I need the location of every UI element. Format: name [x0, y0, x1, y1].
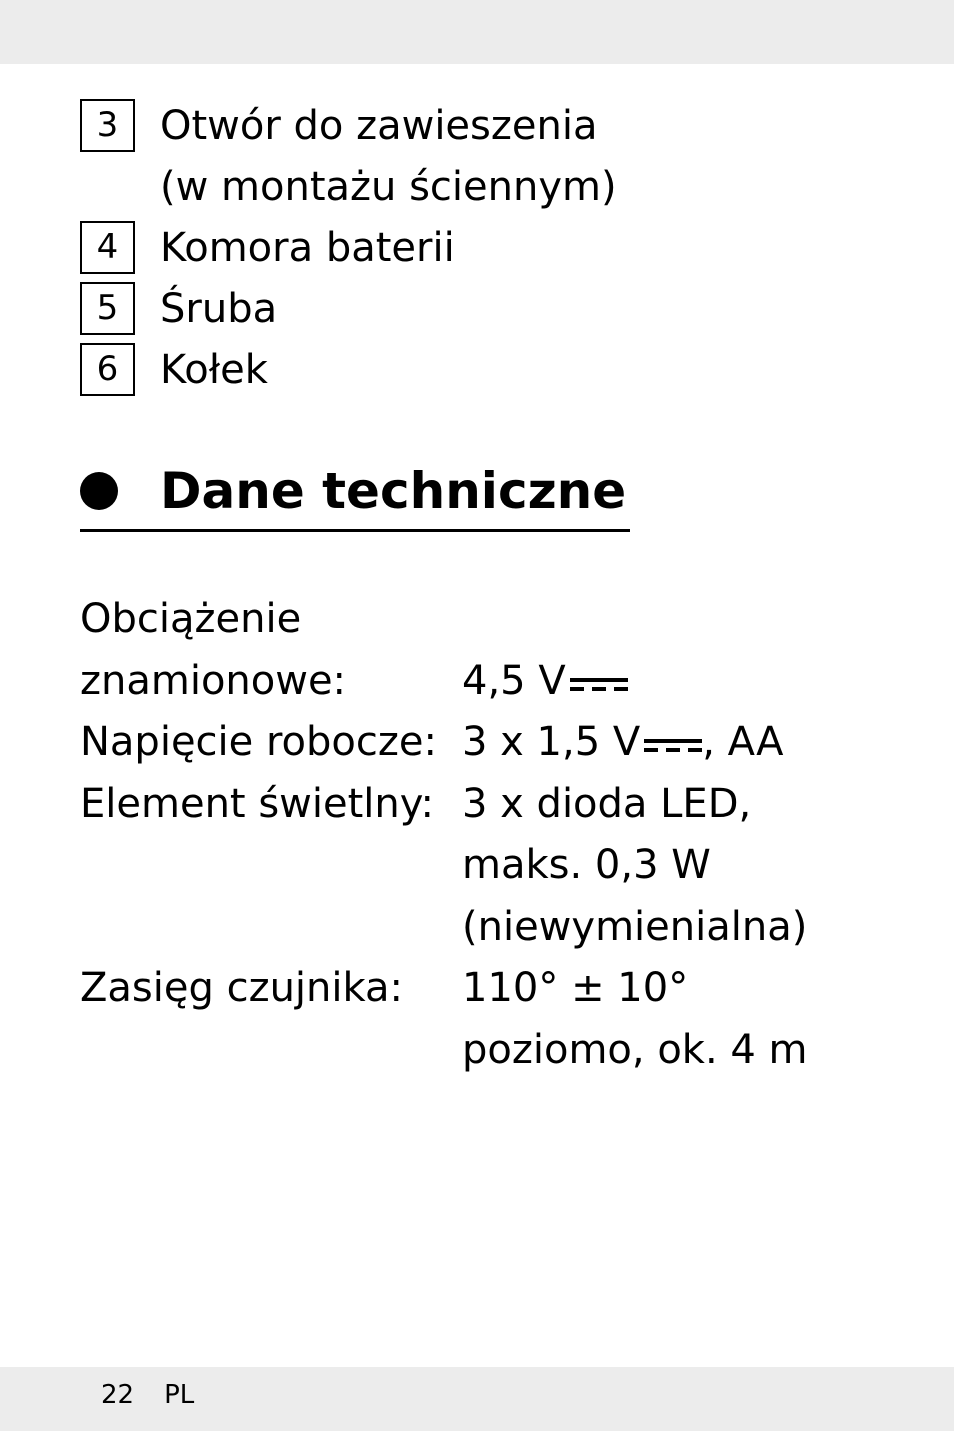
spec-label: Zasięg czujnika: [80, 965, 403, 1011]
spec-value: 110° ± 10° poziomo, ok. 4 m [462, 965, 808, 1073]
spec-value [462, 589, 900, 712]
spec-row [80, 774, 900, 959]
part-number-box: 4 [80, 221, 135, 274]
part-label: Otwór do zawieszenia (w montażu ściennym) [160, 103, 617, 210]
spec-value: 3 x dioda LED, maks. 0,3 W (niewymienialna) [462, 780, 808, 950]
spec-row [80, 712, 900, 774]
language-code: PL [164, 1380, 195, 1410]
section-heading [80, 458, 630, 532]
specs-table [80, 589, 900, 1081]
top-band [0, 0, 954, 64]
spec-row [80, 589, 900, 712]
section-title: Dane techniczne [160, 462, 627, 520]
spec-value-suffix: , AA [702, 719, 784, 765]
direct-current-symbol-icon [570, 676, 628, 692]
spec-row [80, 958, 900, 1081]
direct-current-symbol-icon [644, 737, 702, 753]
spec-value-text: 3 x 1,5 V [462, 719, 641, 765]
spec-value-text: 4,5 V [462, 657, 566, 704]
part-number-box: 3 [80, 99, 135, 152]
legend-item [80, 96, 880, 218]
parts-legend [80, 96, 880, 401]
legend-item [80, 279, 880, 340]
spec-label: Obciążenie znamionowe: [80, 596, 347, 704]
part-label: Komora baterii [160, 225, 455, 271]
legend-item [80, 340, 880, 401]
part-label: Kołek [160, 347, 268, 393]
legend-item [80, 218, 880, 279]
part-number-box: 6 [80, 343, 135, 396]
bullet-dot-icon [80, 472, 118, 510]
spec-value [462, 712, 900, 774]
page-number: 22 [101, 1380, 135, 1410]
spec-label: Element świetlny: [80, 780, 434, 827]
spec-label: Napięcie robocze: [80, 719, 437, 765]
page-footer [101, 1375, 194, 1415]
part-number-box: 5 [80, 282, 135, 335]
part-label: Śruba [160, 286, 278, 332]
